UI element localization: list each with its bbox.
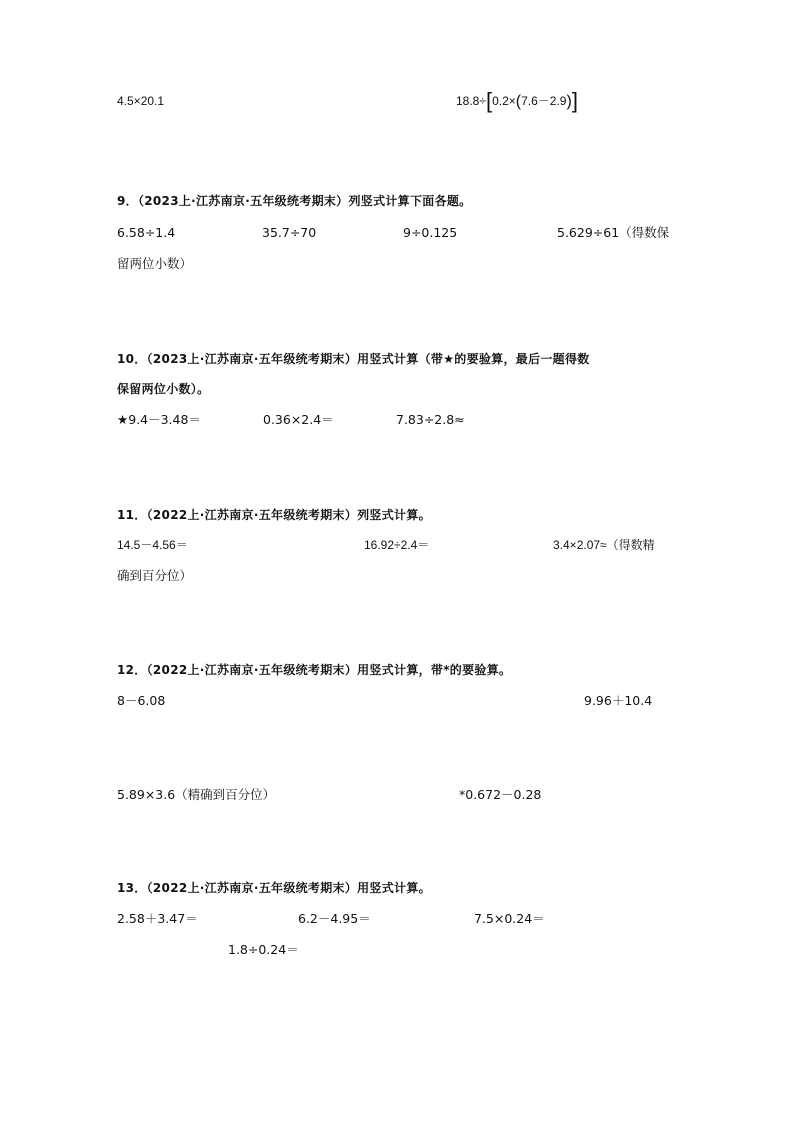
q9-header: 9．（2023上·江苏南京·五年级统考期末）列竖式计算下面各题。 bbox=[117, 194, 472, 208]
q11-item-2: 16.92÷2.4＝ bbox=[364, 538, 430, 552]
q12-item-2: 9.96＋10.4 bbox=[584, 693, 653, 708]
q12-item-3: 5.89×3.6（精确到百分位） bbox=[117, 787, 276, 802]
q11-header: 11．（2022上·江苏南京·五年级统考期末）列竖式计算。 bbox=[117, 508, 431, 522]
left-paren: ( bbox=[515, 93, 522, 110]
q13-item-4: 1.8÷0.24＝ bbox=[228, 942, 299, 957]
q10-header: 10．（2023上·江苏南京·五年级统考期末）用竖式计算（带★的要验算，最后一题得数 bbox=[117, 352, 590, 366]
q10-item-1: ★9.4－3.48＝ bbox=[117, 412, 201, 427]
expr-18-8-div bbox=[456, 88, 578, 113]
q13-item-2: 6.2－4.95＝ bbox=[298, 911, 371, 926]
q9-item-2: 35.7÷70 bbox=[262, 225, 317, 240]
expr-part: 7.6－2.9 bbox=[521, 94, 567, 108]
right-bracket: ] bbox=[571, 88, 578, 113]
expr-part: 0.2× bbox=[492, 94, 516, 108]
q11-item-3: 3.4×2.07≈（得数精 bbox=[553, 538, 655, 552]
q10-item-2: 0.36×2.4＝ bbox=[263, 412, 334, 427]
q12-item-1: 8－6.08 bbox=[117, 693, 166, 708]
expr-part: 18.8÷ bbox=[456, 94, 486, 108]
q12-header: 12．（2022上·江苏南京·五年级统考期末）用竖式计算，带*的要验算。 bbox=[117, 663, 512, 677]
q9-item-3: 9÷0.125 bbox=[403, 225, 458, 240]
left-bracket: [ bbox=[485, 88, 493, 113]
q13-item-3: 7.5×0.24＝ bbox=[474, 911, 545, 926]
q13-header: 13．（2022上·江苏南京·五年级统考期末）用竖式计算。 bbox=[117, 881, 431, 895]
q9-item-4: 5.629÷61（得数保 bbox=[557, 225, 670, 240]
q10-header-line2: 保留两位小数）。 bbox=[117, 382, 210, 396]
q11-item-1: 14.5－4.56＝ bbox=[117, 538, 188, 552]
q11-item-3-cont: 确到百分位） bbox=[117, 568, 193, 583]
q9-item-4-cont: 留两位小数） bbox=[117, 256, 193, 271]
q10-item-3: 7.83÷2.8≈ bbox=[396, 412, 465, 427]
q13-item-1: 2.58＋3.47＝ bbox=[117, 911, 198, 926]
expr-4-5x20-1: 4.5×20.1 bbox=[117, 94, 165, 108]
right-paren: ) bbox=[566, 93, 572, 110]
q9-item-1: 6.58÷1.4 bbox=[117, 225, 176, 240]
q12-item-4: *0.672－0.28 bbox=[459, 787, 542, 802]
